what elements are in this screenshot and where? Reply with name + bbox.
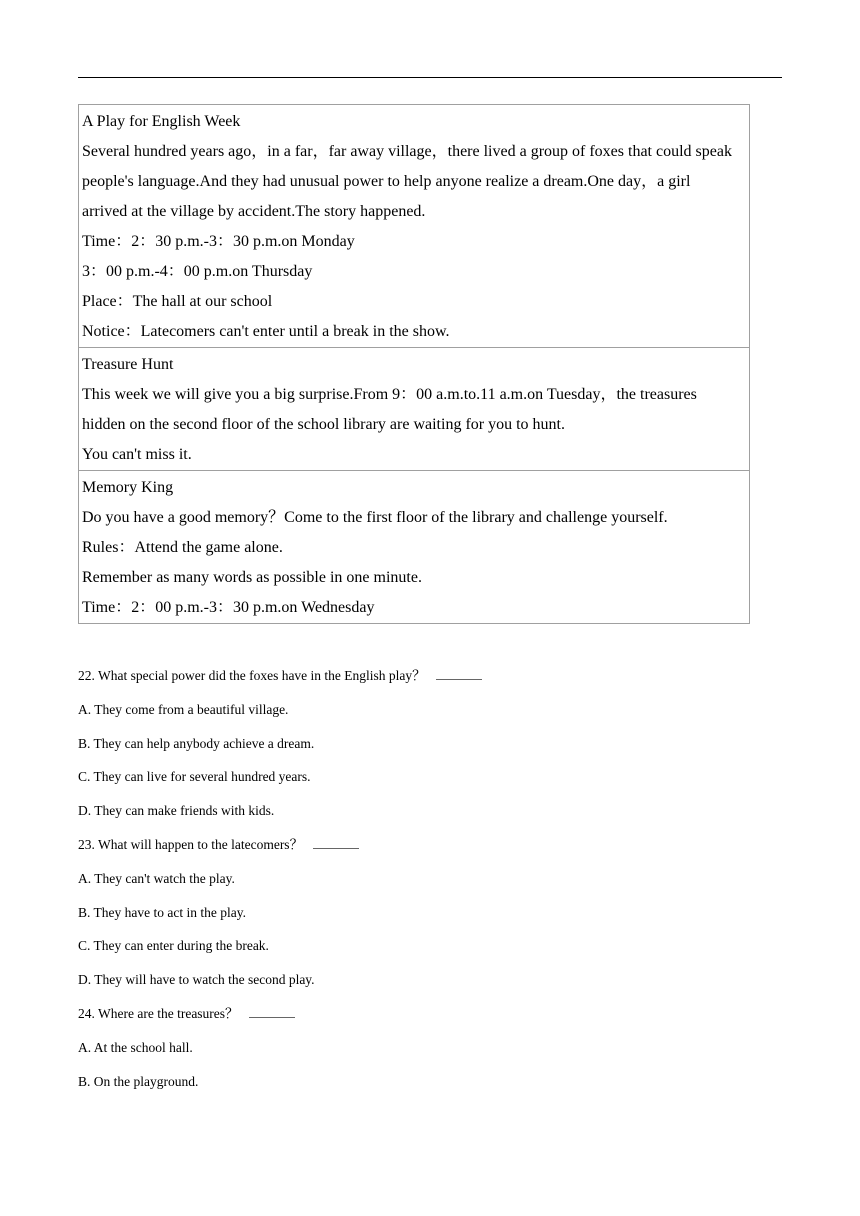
notice-line: arrived at the village by accident.The story happened. (82, 203, 426, 220)
notice-play (79, 105, 749, 347)
notice-line: Remember as many words as possible in one minute. (82, 569, 422, 586)
option-b: B. On the playground. (78, 1073, 199, 1089)
option-d: D. They will have to watch the second play. (78, 972, 315, 988)
option-a: A. At the school hall. (78, 1039, 193, 1055)
option-d: D. They can make friends with kids. (78, 803, 275, 819)
notice-treasure-hunt (79, 347, 749, 470)
option-a: A. They come from a beautiful village. (78, 701, 289, 717)
notice-title: A Play for English Week (82, 113, 241, 130)
notice-line: Notice：Latecomers can't enter until a break in the show. (82, 323, 450, 340)
notice-table (78, 104, 750, 624)
notice-line: Time：2：30 p.m.-3：30 p.m.on Monday (82, 233, 355, 250)
option-c: C. They can live for several hundred years. (78, 769, 311, 785)
option-c: C. They can enter during the break. (78, 938, 269, 954)
notice-line: Do you have a good memory？Come to the first floor of the library and challenge yourself. (82, 509, 668, 526)
answer-blank[interactable] (436, 667, 482, 680)
option-b: B. They can help anybody achieve a dream. (78, 735, 315, 751)
answer-blank[interactable] (313, 836, 359, 849)
question-stem: 22. What special power did the foxes have in the English play？ (78, 668, 426, 683)
notice-title: Treasure Hunt (82, 356, 174, 373)
notice-title: Memory King (82, 479, 174, 496)
question-23 (78, 834, 482, 868)
notice-line: Several hundred years ago，in a far，far away village，there lived a group of foxes that could speak (82, 143, 732, 160)
option-b: B. They have to act in the play. (78, 904, 246, 920)
question-22 (78, 665, 482, 699)
notice-line: people's language.And they had unusual power to help anyone realize a dream.One day，a girl (82, 173, 691, 190)
question-stem: 24. Where are the treasures？ (78, 1005, 239, 1021)
notice-memory-king (79, 470, 749, 623)
question-list (78, 665, 482, 1104)
notice-line: You can't miss it. (82, 446, 192, 463)
notice-line: This week we will give you a big surprise.From 9：00 a.m.to.11 a.m.on Tuesday，the treasures (82, 386, 697, 403)
question-stem: 23. What will happen to the latecomers？ (78, 836, 304, 852)
header-rule (78, 77, 782, 78)
answer-blank[interactable] (249, 1005, 295, 1018)
notice-line: 3：00 p.m.-4：00 p.m.on Thursday (82, 263, 313, 280)
option-a: A. They can't watch the play. (78, 870, 235, 886)
notice-line: Place：The hall at our school (82, 293, 273, 310)
question-24 (78, 1003, 482, 1037)
notice-line: Rules：Attend the game alone. (82, 539, 283, 556)
notice-line: Time：2：00 p.m.-3：30 p.m.on Wednesday (82, 599, 375, 616)
notice-line: hidden on the second floor of the school library are waiting for you to hunt. (82, 416, 565, 433)
